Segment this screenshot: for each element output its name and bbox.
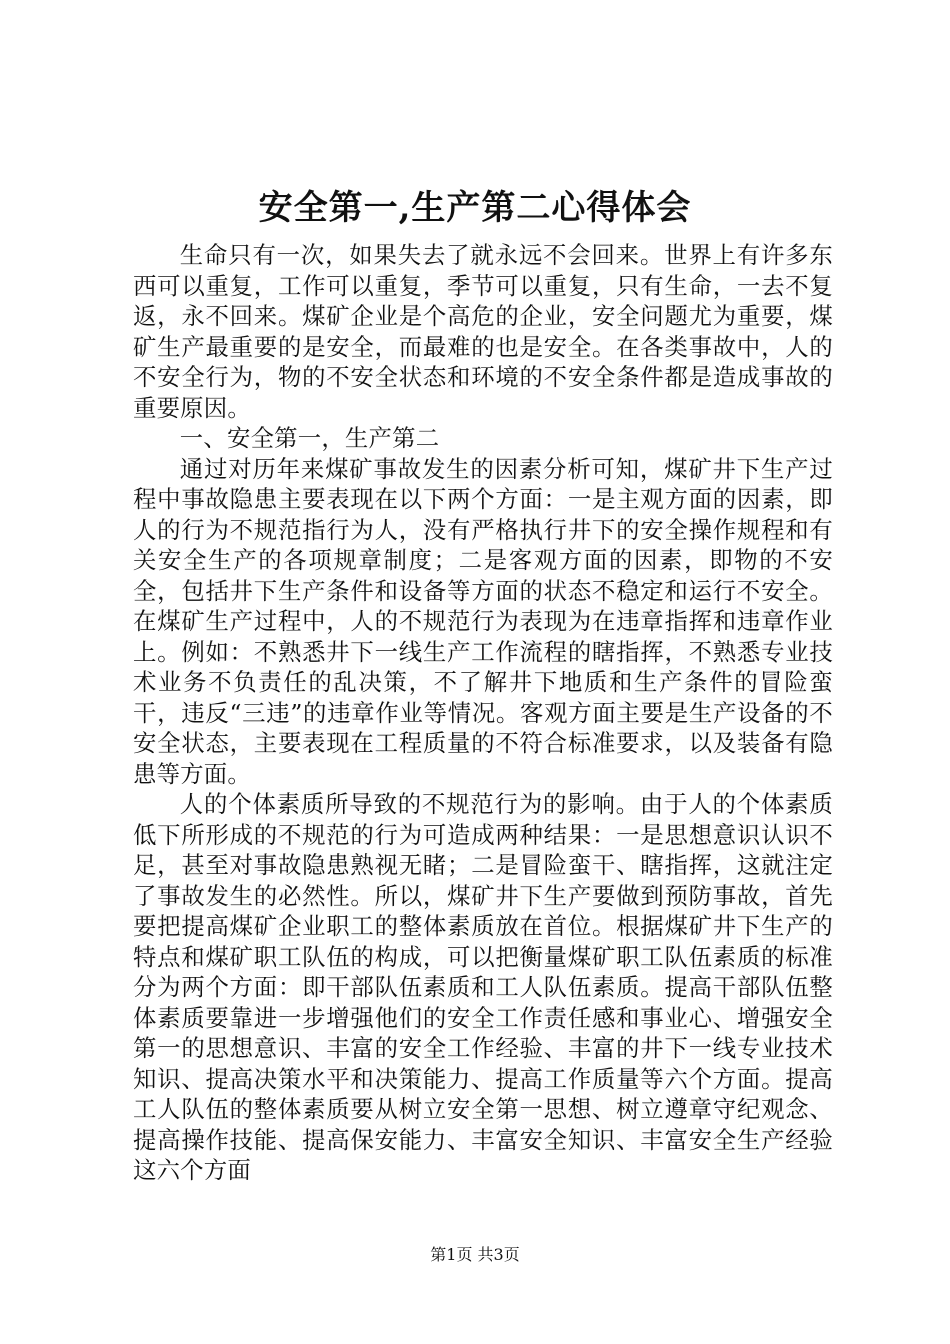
paragraph-intro: 生命只有一次，如果失去了就永远不会回来。世界上有许多东西可以重复，工作可以重复，季节可以重复，只有生命，一去不复返，永不回来。煤矿企业是个高危的企业，安全问题尤为重要，煤矿生产最重要的是安全，而最难的也是安全。在各类事故中，人的不安全行为，物的不安全状态和环境的不安全条件都是造成事故的重要原因。 (133, 241, 833, 422)
document-title: 安全第一,生产第二心得体会 (258, 188, 692, 228)
paragraph-personal-quality: 人的个体素质所导致的不规范行为的影响。由于人的个体素质低下所形成的不规范的行为可造成两种结果：一是思想意识认识不足，甚至对事故隐患熟视无睹；二是冒险蛮干、瞎指挥，这就注定了事故发生的必然性。所以，煤矿井下生产要做到预防事故，首先要把提高煤矿企业职工的整体素质放在首位。根据煤矿井下生产的特点和煤矿职工队伍的构成，可以把衡量煤矿职工队伍素质的标准分为两个方面：即干部队伍素质和工人队伍素质。提高干部队伍整体素质要靠进一步增强他们的安全工作责任感和事业心、增强安全第一的思想意识、丰富的安全工作经验、丰富的井下一线专业技术知识、提高决策水平和决策能力、提高工作质量等六个方面。提高工人队伍的整体素质要从树立安全第一思想、树立遵章守纪观念、提高操作技能、提高保安能力、丰富安全知识、丰富安全生产经验这六个方面 (133, 790, 833, 1184)
paragraph-analysis: 通过对历年来煤矿事故发生的因素分析可知，煤矿井下生产过程中事故隐患主要表现在以下两个方面：一是主观方面的因素，即人的行为不规范指行为人，没有严格执行井下的安全操作规程和有关安全生产的各项规章制度；二是客观方面的因素，即物的不安全，包括井下生产条件和设备等方面的状态不稳定和运行不安全。在煤矿生产过程中，人的不规范行为表现为在违章指挥和违章作业上。例如：不熟悉井下一线生产工作流程的瞎指挥，不熟悉专业技术业务不负责任的乱决策，不了解井下地质和生产条件的冒险蛮干，违反“三违”的违章作业等情况。客观方面主要是生产设备的不安全状态，主要表现在工程质量的不符合标准要求，以及装备有隐患等方面。 (133, 454, 833, 788)
document-body (133, 240, 833, 1186)
page-footer: 第1页 共3页 (430, 1245, 520, 1264)
section-heading: 一、安全第一，生产第二 (179, 424, 440, 452)
